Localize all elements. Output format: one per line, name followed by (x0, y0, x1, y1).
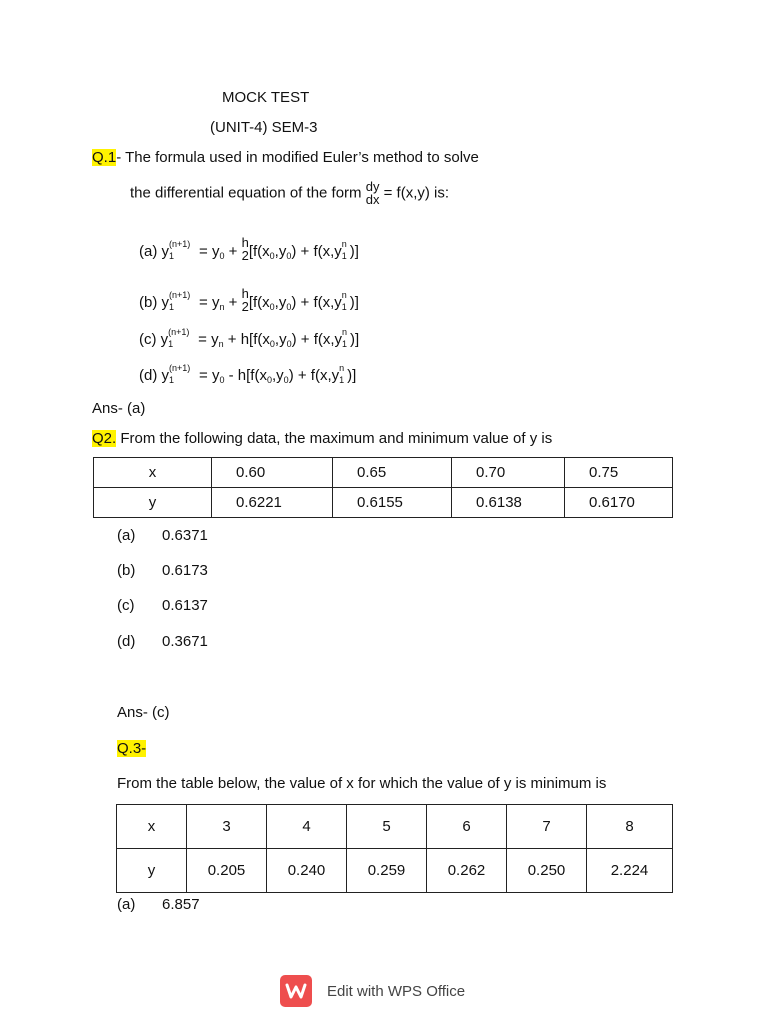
option-value: 0.6371 (162, 527, 208, 544)
table-cell: 0.60 (212, 458, 333, 488)
q2-text: From the following data, the maximum and minimum value of y is (116, 430, 553, 447)
table-cell: 0.65 (333, 458, 452, 488)
wps-logo-icon[interactable] (280, 975, 312, 1007)
table-cell: 0.250 (507, 849, 587, 893)
option-label: (b) (139, 294, 158, 311)
option-value: 6.857 (162, 896, 200, 913)
q1-line2 (130, 180, 449, 206)
table-cell: 0.6170 (565, 488, 673, 518)
dy-dx-fraction (366, 180, 380, 206)
table-cell: x (117, 805, 187, 849)
table-cell: 8 (587, 805, 673, 849)
option-value: 0.6173 (162, 562, 208, 579)
q1-option-c[interactable]: (c) y (n+1) 1 = $y_n + h[f(x_0,y_0) + f(x,y$ n 1 )] (139, 327, 360, 349)
table-cell: y (94, 488, 212, 518)
table-cell: 3 (187, 805, 267, 849)
q2-answer: Ans- (c) (117, 704, 170, 721)
q3-text: From the table below, the value of x for which the value of y is minimum is (117, 775, 607, 792)
option-label: (c) (139, 331, 157, 348)
q3-label: Q.3- (117, 740, 147, 757)
table-cell: 0.262 (427, 849, 507, 893)
q1-option-d[interactable]: (d) y (n+1) 1 = $y_0 - h[f(x_0,y_0) + f(x,y$ n 1 )] (139, 363, 357, 385)
table-cell: 7 (507, 805, 587, 849)
table-row (117, 805, 673, 849)
table-row (94, 488, 673, 518)
table-cell: 6 (427, 805, 507, 849)
option-label: (b) (117, 562, 136, 579)
q2-option-a[interactable] (117, 527, 208, 544)
q3-header (117, 741, 146, 756)
table-cell: 0.6138 (452, 488, 565, 518)
q1-label: Q.1 (92, 149, 117, 166)
table-cell: 0.75 (565, 458, 673, 488)
q1-answer: Ans- (a) (92, 400, 146, 417)
table-cell: 0.6155 (333, 488, 452, 518)
table-cell: 4 (267, 805, 347, 849)
q3-option-a[interactable] (117, 896, 200, 913)
table-row (117, 849, 673, 893)
doc-subtitle: (UNIT-4) SEM-3 (210, 119, 318, 136)
fraction-numerator: dy (365, 179, 380, 194)
q1-line2-text: the differential equation of the form (130, 184, 362, 202)
q2-option-d[interactable] (117, 633, 208, 650)
q1-header (92, 150, 479, 165)
table-row (94, 458, 673, 488)
q2-header (92, 431, 552, 446)
table-cell: 0.70 (452, 458, 565, 488)
q2-option-b[interactable] (117, 562, 208, 579)
doc-title: MOCK TEST (222, 89, 310, 106)
q1-rhs: = f(x,y) is: (383, 184, 450, 202)
q1-text: - The formula used in modified Euler’s method to solve (116, 149, 479, 166)
option-label: (a) (139, 243, 158, 260)
q3-data-table (116, 804, 673, 893)
option-value: 0.3671 (162, 633, 208, 650)
edit-with-wps-link[interactable]: Edit with WPS Office (327, 983, 466, 1000)
q2-option-c[interactable] (117, 597, 208, 614)
table-cell: 2.224 (587, 849, 673, 893)
option-label: (a) (117, 527, 136, 544)
option-label: (d) (139, 367, 158, 384)
table-cell: 0.205 (187, 849, 267, 893)
q1-option-a[interactable]: (a) y (n+1) 1 = $y_0$ + h 2 [$f(x_0,y_0) + f(x,y$ n 1 )] (139, 235, 359, 263)
table-cell: y (117, 849, 187, 893)
option-value: 0.6137 (162, 597, 208, 614)
table-cell: 0.6221 (212, 488, 333, 518)
option-label: (d) (117, 633, 136, 650)
table-cell: x (94, 458, 212, 488)
q2-label: Q2. (92, 430, 117, 447)
option-label: (a) (117, 896, 136, 913)
table-cell: 5 (347, 805, 427, 849)
q1-option-b[interactable]: (b) y (n+1) 1 = $y_n$ + h 2 [$f(x_0,y_0) + f(x,y$ n 1 )] (139, 286, 359, 314)
table-cell: 0.240 (267, 849, 347, 893)
fraction-denominator: dx (365, 192, 380, 207)
table-cell: 0.259 (347, 849, 427, 893)
option-label: (c) (117, 597, 135, 614)
q2-data-table (93, 457, 673, 518)
